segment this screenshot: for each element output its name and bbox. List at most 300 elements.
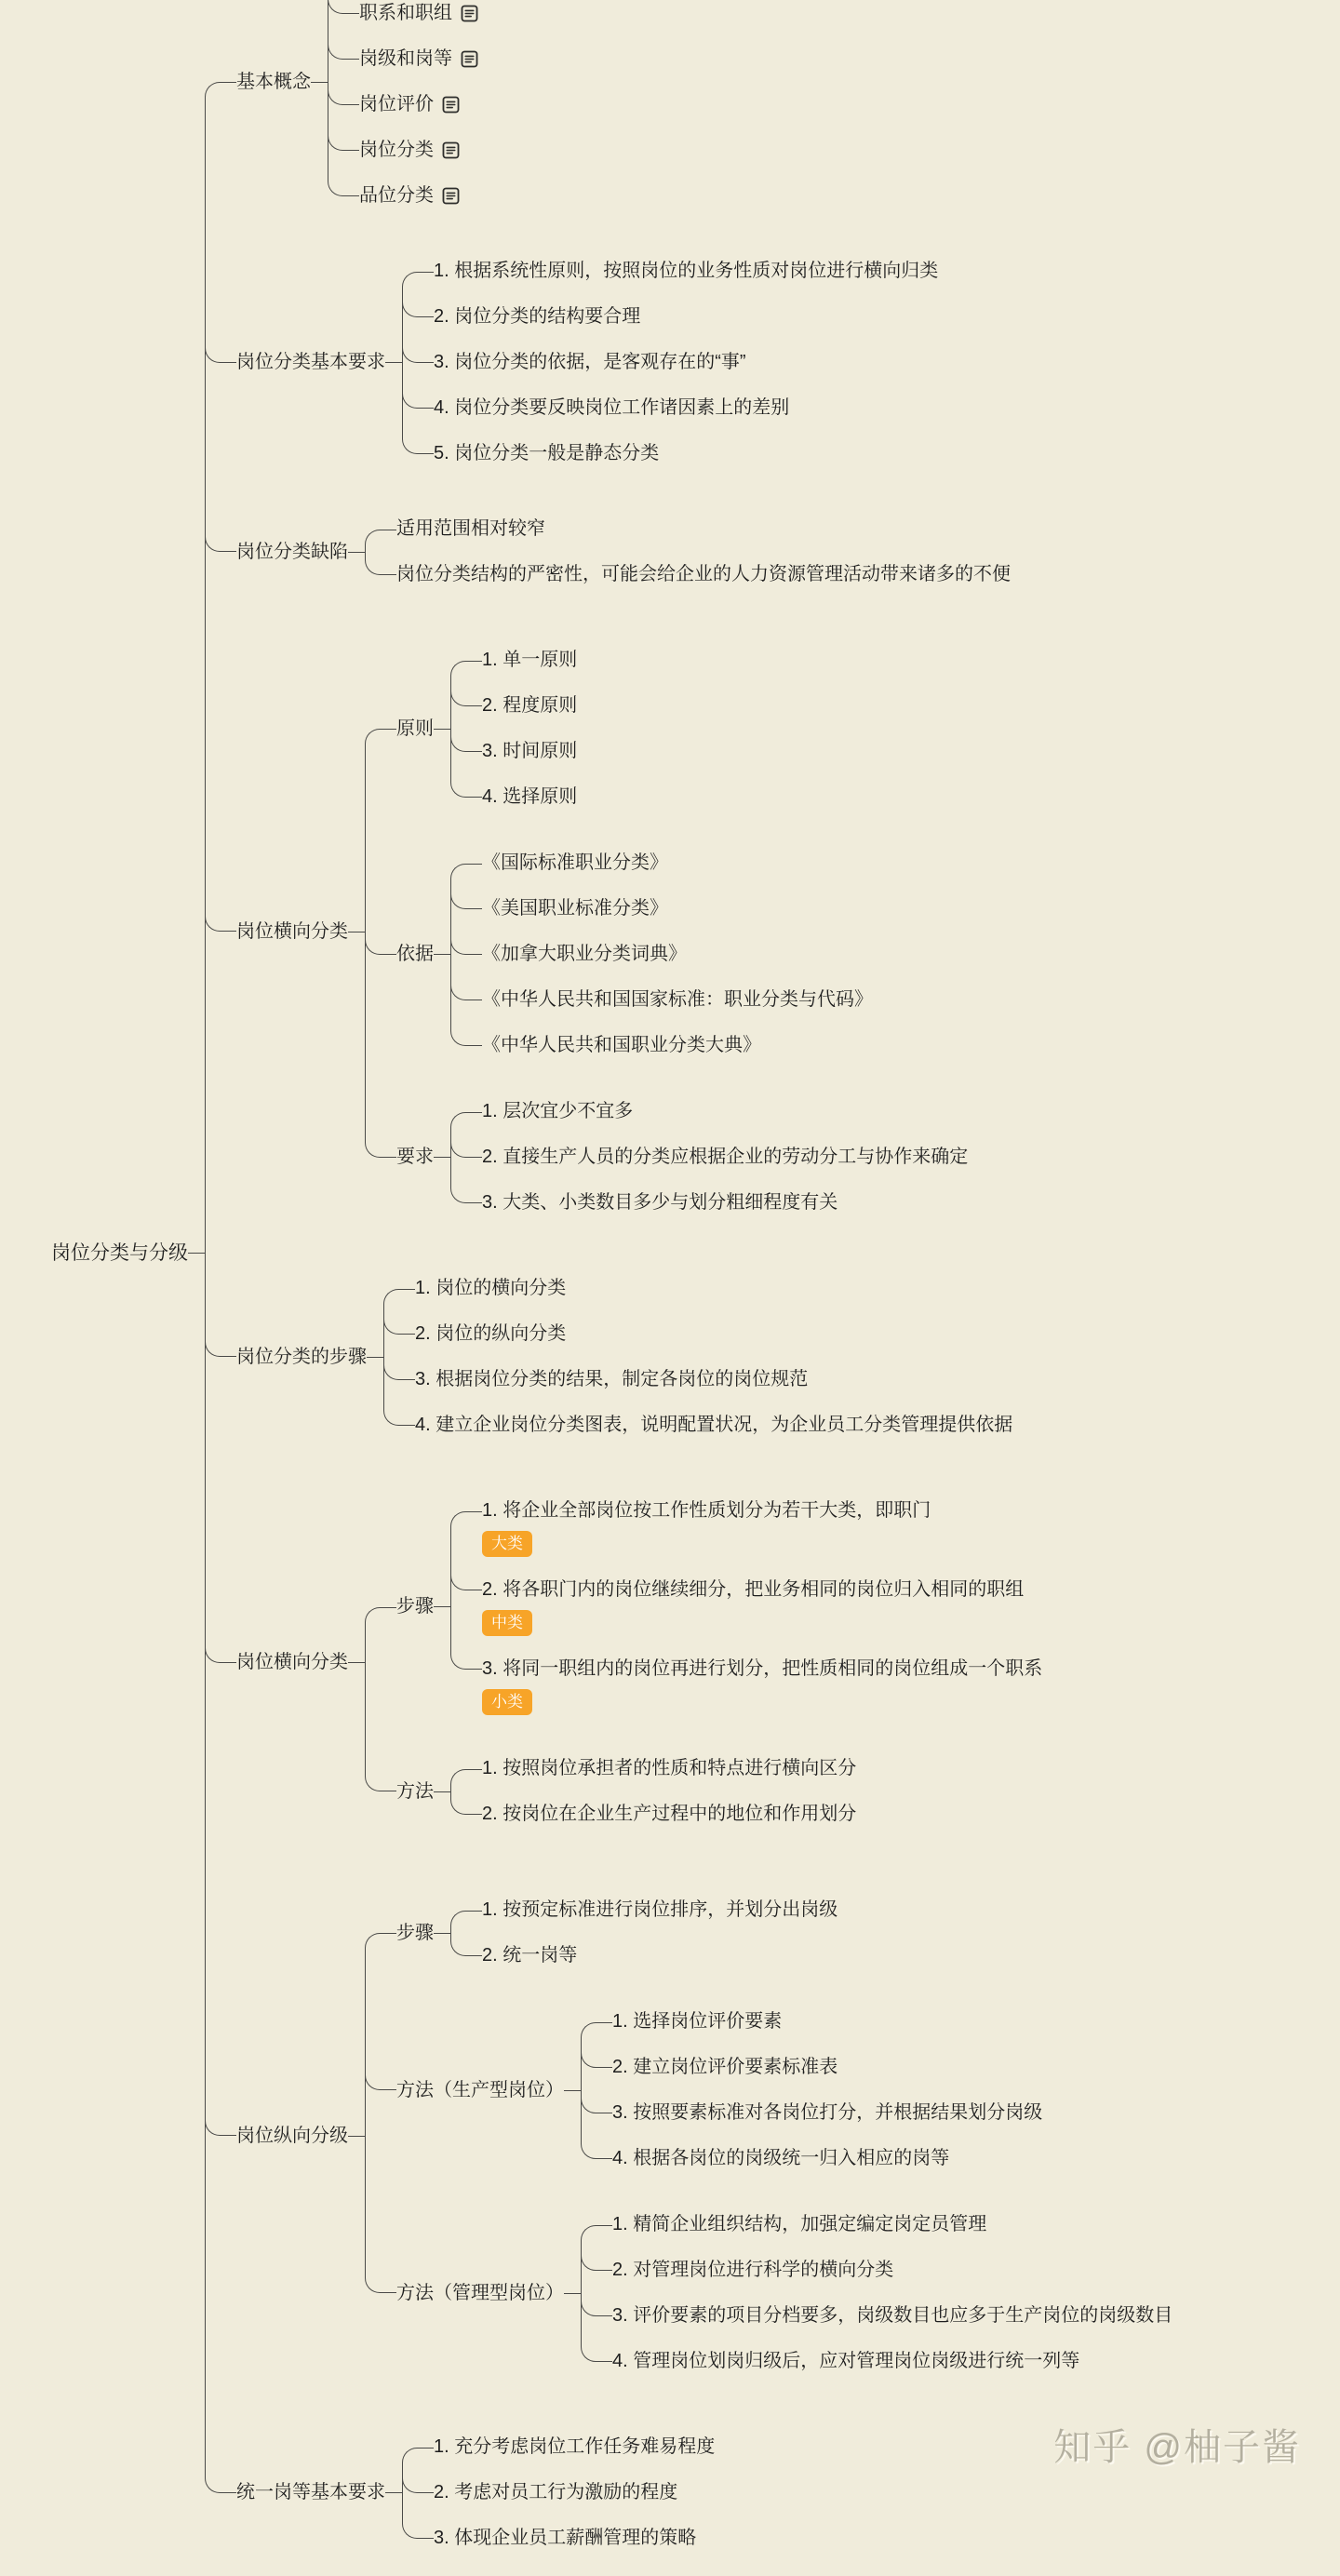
topic-node <box>482 1033 873 1058</box>
label-row <box>434 441 659 466</box>
label-row <box>434 2480 677 2505</box>
topic-content <box>236 350 385 375</box>
topic-node <box>482 1898 838 1923</box>
label-row <box>612 2349 1079 2374</box>
topic-content <box>236 540 348 565</box>
topic-node <box>482 693 577 718</box>
child-branch <box>205 2409 1172 2576</box>
topic-label[interactable]: 岗位分类 <box>359 140 434 160</box>
topic-content <box>434 441 659 466</box>
children-group <box>581 2202 1172 2384</box>
label-row <box>482 851 668 876</box>
label-row <box>482 1577 1024 1603</box>
label-row <box>396 562 1011 587</box>
child-branch <box>581 2293 1172 2339</box>
child-branch <box>328 173 478 219</box>
topic-label[interactable]: 3. 将同一职组内的岗位再进行划分，把性质相同的岗位组成一个职系 <box>482 1658 1043 1679</box>
note-icon[interactable] <box>442 187 460 205</box>
label-row <box>236 919 348 945</box>
topic-label[interactable]: 1. 按照岗位承担者的性质和特点进行横向区分 <box>482 1758 857 1778</box>
child-branch <box>450 1567 1042 1646</box>
label-row <box>415 1413 1012 1438</box>
child-branch <box>383 1402 1012 1448</box>
topic-content <box>482 1756 856 1781</box>
label-row <box>482 1657 1042 1682</box>
topic-content <box>236 919 348 945</box>
topic-content <box>396 2281 564 2306</box>
topic-content <box>396 1921 434 1946</box>
topic-node <box>434 350 938 375</box>
topic-node <box>482 648 577 673</box>
child-branch <box>402 431 938 476</box>
topic-label[interactable]: 岗位评价 <box>359 94 434 114</box>
child-branch <box>205 1463 1172 1862</box>
topic-content <box>482 851 668 876</box>
children-group <box>365 627 968 1236</box>
topic-node <box>612 2009 1042 2034</box>
child-branch <box>450 1089 968 1134</box>
topic-node <box>482 739 577 764</box>
label-row <box>415 1367 808 1392</box>
topic-label[interactable]: 1. 将企业全部岗位按工作性质划分为若干大类，即职门 <box>482 1500 931 1521</box>
topic-content <box>396 562 1011 587</box>
topic-content <box>612 2146 949 2171</box>
topic-node <box>612 2055 1042 2080</box>
connector-stub <box>385 362 402 363</box>
child-branch <box>450 1023 873 1068</box>
children-group <box>450 1746 856 1837</box>
topic-node <box>396 1746 1042 1837</box>
child-branch <box>450 840 873 886</box>
child-branch <box>450 886 873 932</box>
topic-node <box>236 0 1172 219</box>
topic-node <box>482 896 873 921</box>
topic-label[interactable]: 岗位横向分类 <box>236 920 348 942</box>
topic-node <box>482 1657 1042 1715</box>
topic-node <box>612 2349 1172 2374</box>
label-row <box>482 896 668 921</box>
topic-content <box>482 648 577 673</box>
label-row <box>359 92 460 117</box>
note-icon[interactable] <box>461 50 478 68</box>
child-branch <box>365 627 968 830</box>
child-branch <box>402 340 938 385</box>
category-tag: 大类 <box>482 1531 532 1557</box>
topic-content <box>236 2480 385 2505</box>
topic-label[interactable]: 《中华人民共和国职业分类大典》 <box>482 1035 761 1055</box>
category-tag: 中类 <box>482 1610 532 1636</box>
label-row <box>482 1033 761 1058</box>
topic-node <box>396 1887 1172 1979</box>
topic-content <box>482 896 668 921</box>
topic-label[interactable]: 1. 充分考虑岗位工作任务难易程度 <box>434 2436 716 2457</box>
topic-node <box>482 1802 856 1827</box>
topic-label[interactable]: 2. 直接生产人员的分类应根据企业的劳动分工与协作来确定 <box>482 1147 969 1167</box>
connector-stub <box>348 1662 365 1663</box>
topic-node <box>482 942 873 967</box>
topic-node <box>612 2146 1042 2171</box>
children-group <box>328 0 478 219</box>
label-row <box>434 2526 696 2551</box>
topic-label[interactable]: 5. 岗位分类一般是静态分类 <box>434 443 660 463</box>
root-topic-label[interactable]: 岗位分类与分级 <box>51 1242 188 1264</box>
label-row <box>482 1802 856 1827</box>
child-branch <box>365 1989 1172 2192</box>
child-branch <box>450 683 577 729</box>
topic-node <box>434 2435 715 2460</box>
connector-stub <box>434 1157 450 1158</box>
topic-content <box>612 2009 782 2034</box>
label-row <box>612 2303 1172 2328</box>
topic-label[interactable]: 统一岗等基本要求 <box>236 2482 385 2502</box>
topic-label[interactable]: 1. 按预定标准进行岗位排序，并划分出岗级 <box>482 1899 838 1920</box>
label-row <box>612 2055 838 2080</box>
child-branch <box>450 1887 838 1933</box>
topic-node <box>482 1145 968 1170</box>
topic-node <box>415 1276 1012 1301</box>
note-icon[interactable] <box>461 5 478 22</box>
topic-node <box>612 2100 1042 2126</box>
label-row <box>236 1345 367 1370</box>
topic-label[interactable]: 2. 岗位分类的结构要合理 <box>434 306 641 327</box>
topic-node <box>434 441 938 466</box>
label-row <box>482 693 577 718</box>
label-row <box>482 1898 838 1923</box>
topic-node <box>236 627 1172 1236</box>
child-branch <box>450 774 577 820</box>
child-branch <box>328 82 478 127</box>
topic-content <box>612 2258 893 2283</box>
child-branch <box>450 977 873 1023</box>
connector-stub <box>434 954 450 955</box>
topic-content <box>359 183 460 208</box>
topic-content <box>396 2078 564 2103</box>
child-branch <box>402 2424 715 2470</box>
connector-stub <box>434 1933 450 1934</box>
connector-stub <box>385 2492 402 2493</box>
label-row <box>396 942 434 967</box>
topic-label[interactable]: 《美国职业标准分类》 <box>482 898 668 919</box>
topic-node <box>434 304 938 329</box>
topic-node <box>612 2258 1172 2283</box>
connector-stub <box>434 1791 450 1792</box>
label-row <box>415 1276 566 1301</box>
label-row <box>236 2124 348 2149</box>
topic-node <box>482 1577 1042 1636</box>
topic-node <box>434 2526 715 2551</box>
child-branch <box>383 1357 1012 1402</box>
note-icon[interactable] <box>442 141 460 159</box>
topic-label[interactable]: 步骤 <box>396 1596 434 1617</box>
topic-label[interactable]: 3. 时间原则 <box>482 741 578 761</box>
topic-label[interactable]: 岗位纵向分级 <box>236 2125 348 2146</box>
topic-node <box>415 1322 1012 1347</box>
topic-node <box>236 1877 1172 2395</box>
topic-node <box>482 1943 838 1968</box>
topic-label[interactable]: 方法（管理型岗位） <box>396 2282 564 2303</box>
topic-content <box>434 2480 677 2505</box>
topic-content <box>612 2100 1042 2126</box>
topic-label[interactable]: 1. 岗位的横向分类 <box>415 1278 567 1298</box>
label-row <box>396 1145 434 1170</box>
topic-node <box>482 987 873 1013</box>
topic-node <box>236 248 1172 476</box>
child-branch <box>402 2470 715 2516</box>
topic-label[interactable]: 《中华人民共和国国家标准：职业分类与代码》 <box>482 989 873 1010</box>
child-branch <box>450 1791 856 1837</box>
topic-label[interactable]: 依据 <box>396 944 434 964</box>
topic-content <box>236 2124 348 2149</box>
child-branch <box>205 0 1172 234</box>
child-branch <box>581 2202 1172 2247</box>
child-branch <box>402 385 938 431</box>
topic-content <box>482 739 577 764</box>
label-row <box>434 2435 715 2460</box>
topic-node <box>415 1367 1012 1392</box>
topic-node <box>359 92 478 117</box>
label-row <box>482 942 687 967</box>
child-branch <box>581 2136 1042 2181</box>
child-branch <box>205 1251 1172 1463</box>
label-row <box>396 717 434 742</box>
topic-label[interactable]: 岗位分类基本要求 <box>236 352 385 372</box>
label-row <box>612 2212 986 2237</box>
topic-label[interactable]: 3. 根据岗位分类的结果，制定各岗位的岗位规范 <box>415 1369 809 1389</box>
topic-label[interactable]: 3. 体现企业员工薪酬管理的策略 <box>434 2528 697 2548</box>
topic-content <box>359 1 478 26</box>
topic-content <box>396 1594 434 1619</box>
label-row <box>415 1322 566 1347</box>
topic-node <box>434 2480 715 2505</box>
topic-label[interactable]: 要求 <box>396 1147 434 1167</box>
child-branch <box>450 1933 838 1979</box>
children-group <box>450 1089 968 1226</box>
child-branch <box>450 932 873 977</box>
topic-label[interactable]: 3. 评价要素的项目分档要多，岗级数目也应多于生产岗位的岗级数目 <box>612 2305 1173 2326</box>
topic-node <box>51 0 1172 2576</box>
topic-label[interactable]: 4. 根据各岗位的岗级统一归入相应的岗等 <box>612 2148 950 2168</box>
child-branch <box>450 1746 856 1791</box>
topic-label[interactable]: 基本概念 <box>236 71 311 92</box>
child-branch <box>402 248 938 294</box>
topic-label[interactable]: 原则 <box>396 718 434 739</box>
child-branch <box>365 552 1011 597</box>
topic-content <box>396 1779 434 1805</box>
topic-node <box>482 851 873 876</box>
topic-label[interactable]: 1. 根据系统性原则，按照岗位的业务性质对岗位进行横向归类 <box>434 261 939 281</box>
topic-content <box>482 1099 633 1124</box>
children-group <box>383 1266 1012 1448</box>
topic-content <box>482 987 873 1013</box>
child-branch <box>450 1134 968 1180</box>
topic-content <box>396 517 545 542</box>
topic-content <box>612 2055 838 2080</box>
topic-label[interactable]: 方法 <box>396 1780 434 1802</box>
topic-content <box>396 717 434 742</box>
topic-label[interactable]: 4. 岗位分类要反映岗位工作诸因素上的差别 <box>434 397 790 418</box>
topic-label[interactable]: 1. 选择岗位评价要素 <box>612 2011 783 2032</box>
topic-label[interactable]: 岗位分类结构的严密性，可能会给企业的人力资源管理活动带来诸多的不便 <box>396 564 1011 584</box>
topic-label[interactable]: 适用范围相对较窄 <box>396 518 545 539</box>
label-row <box>236 70 311 95</box>
topic-label[interactable]: 2. 对管理岗位进行科学的横向分类 <box>612 2260 894 2280</box>
topic-content <box>482 1033 761 1058</box>
topic-label[interactable]: 1. 单一原则 <box>482 650 578 670</box>
child-branch <box>365 2192 1172 2395</box>
label-row <box>482 1943 577 1968</box>
children-group <box>365 506 1011 597</box>
topic-node <box>434 396 938 421</box>
label-row <box>482 739 577 764</box>
topic-label[interactable]: 1. 精简企业组织结构，加强定编定岗定员管理 <box>612 2214 987 2234</box>
child-branch <box>205 491 1172 612</box>
topic-label[interactable]: 岗级和岗等 <box>359 48 452 69</box>
label-row <box>359 138 460 163</box>
topic-content <box>236 1650 348 1675</box>
child-branch <box>205 612 1172 1251</box>
child-branch <box>205 1862 1172 2409</box>
topic-label[interactable]: 3. 大类、小类数目多少与划分粗细程度有关 <box>482 1192 838 1213</box>
topic-label[interactable]: 2. 将各职门内的岗位继续细分，把业务相同的岗位归入相同的职组 <box>482 1579 1025 1600</box>
label-row <box>396 2078 564 2103</box>
topic-content <box>434 2526 696 2551</box>
children-group <box>365 1877 1172 2395</box>
children-group <box>402 248 938 476</box>
topic-content <box>434 2435 715 2460</box>
topic-content <box>359 47 478 72</box>
topic-node <box>236 2424 1172 2561</box>
topic-label[interactable]: 2. 程度原则 <box>482 695 578 716</box>
topic-node <box>359 1 478 26</box>
child-branch <box>581 1999 1042 2045</box>
label-row <box>236 2480 385 2505</box>
topic-label[interactable]: 3. 岗位分类的依据，是客观存在的“事” <box>434 352 746 372</box>
child-branch <box>581 2339 1172 2384</box>
topic-node <box>396 1089 968 1226</box>
topic-label[interactable]: 2. 统一岗等 <box>482 1945 578 1966</box>
child-branch <box>328 36 478 82</box>
topic-node <box>236 506 1172 597</box>
topic-content <box>434 350 746 375</box>
child-branch <box>450 1646 1042 1725</box>
topic-node <box>396 1999 1172 2181</box>
topic-content <box>482 1943 577 1968</box>
topic-label[interactable]: 岗位分类的步骤 <box>236 1346 367 1367</box>
topic-label[interactable]: 2. 按岗位在企业生产过程中的地位和作用划分 <box>482 1804 857 1824</box>
topic-content <box>482 1190 838 1215</box>
label-row <box>434 350 746 375</box>
child-branch <box>365 1877 1172 1989</box>
topic-label[interactable]: 4. 管理岗位划岗归级后，应对管理岗位岗级进行统一列等 <box>612 2351 1080 2371</box>
children-group <box>402 2424 715 2561</box>
topic-content <box>482 1802 856 1827</box>
connector-stub <box>564 2293 581 2294</box>
label-row <box>51 1241 188 1266</box>
label-row <box>612 2009 782 2034</box>
label-row <box>434 396 789 421</box>
children-group <box>450 637 577 820</box>
topic-content <box>396 942 434 967</box>
child-branch <box>450 1488 1042 1567</box>
topic-node <box>359 183 478 208</box>
child-branch <box>328 0 478 36</box>
child-branch <box>450 729 577 774</box>
topic-label[interactable]: 2. 考虑对员工行为激励的程度 <box>434 2482 678 2502</box>
topic-node <box>415 1413 1012 1438</box>
label-row <box>396 1921 434 1946</box>
topic-content <box>415 1322 566 1347</box>
child-branch <box>365 506 1011 552</box>
topic-content <box>482 693 577 718</box>
topic-label[interactable]: 《国际标准职业分类》 <box>482 852 668 873</box>
topic-label[interactable]: 《加拿大职业分类词典》 <box>482 944 687 964</box>
topic-content <box>482 1145 968 1170</box>
children-group <box>450 1488 1042 1725</box>
topic-node <box>434 259 938 284</box>
topic-node <box>482 785 577 810</box>
connector-stub <box>367 1357 383 1358</box>
topic-content <box>359 92 460 117</box>
topic-node <box>236 1266 1172 1448</box>
child-branch <box>383 1266 1012 1311</box>
topic-label[interactable]: 4. 建立企业岗位分类图表，说明配置状况，为企业员工分类管理提供依据 <box>415 1415 1013 1435</box>
note-icon[interactable] <box>442 96 460 114</box>
child-branch <box>450 1180 968 1226</box>
topic-node <box>396 2202 1172 2384</box>
topic-label[interactable]: 岗位分类缺陷 <box>236 541 348 562</box>
topic-content <box>434 304 640 329</box>
watermark: 知乎 @柚子酱 <box>1053 2427 1301 2468</box>
label-row <box>396 517 545 542</box>
label-row <box>612 2100 1042 2126</box>
connector-stub <box>188 1253 205 1254</box>
topic-label[interactable]: 方法（生产型岗位） <box>396 2079 564 2100</box>
child-branch <box>328 127 478 173</box>
label-row <box>482 1099 633 1124</box>
topic-node <box>396 517 1011 542</box>
topic-content <box>236 70 311 95</box>
label-row <box>612 2146 949 2171</box>
topic-content <box>359 138 460 163</box>
topic-content <box>396 1145 434 1170</box>
topic-content <box>612 2349 1079 2374</box>
children-group <box>581 1999 1042 2181</box>
topic-node <box>359 138 478 163</box>
topic-label[interactable]: 职系和职组 <box>359 3 452 23</box>
topic-label[interactable]: 2. 岗位的纵向分类 <box>415 1323 567 1344</box>
label-row <box>359 47 478 72</box>
topic-label[interactable]: 岗位横向分类 <box>236 1652 348 1672</box>
label-row <box>236 540 348 565</box>
topic-node <box>482 1190 968 1215</box>
topic-label[interactable]: 2. 建立岗位评价要素标准表 <box>612 2057 838 2077</box>
child-branch <box>365 1079 968 1236</box>
topic-label[interactable]: 4. 选择原则 <box>482 786 578 807</box>
connector-stub <box>434 729 450 730</box>
label-row <box>396 2281 564 2306</box>
topic-label[interactable]: 步骤 <box>396 1922 434 1943</box>
child-branch <box>402 2516 715 2561</box>
connector-stub <box>348 552 365 553</box>
topic-label[interactable]: 1. 层次宜少不宜多 <box>482 1101 634 1121</box>
child-branch <box>450 637 577 683</box>
topic-content <box>612 2212 986 2237</box>
topic-content <box>434 396 789 421</box>
topic-label[interactable]: 品位分类 <box>359 185 434 206</box>
label-row <box>482 785 577 810</box>
topic-label[interactable]: 3. 按照要素标准对各岗位打分，并根据结果划分岗级 <box>612 2102 1043 2123</box>
topic-content <box>612 2303 1172 2328</box>
